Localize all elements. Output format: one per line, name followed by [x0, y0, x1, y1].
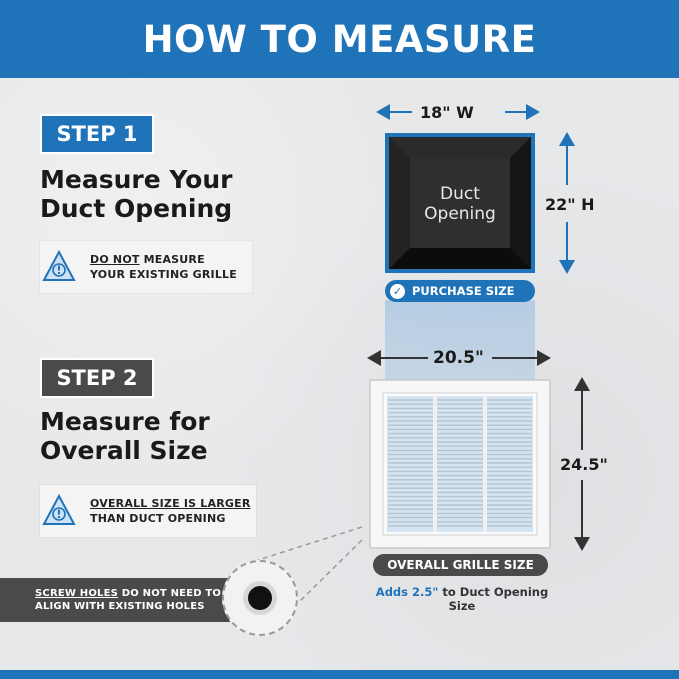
- step-2-title-line1: Measure for: [40, 407, 210, 436]
- note-text: ALIGN WITH EXISTING HOLES: [35, 601, 205, 612]
- grille-height-label: 24.5": [560, 455, 608, 474]
- screw-holes-text: SCREW HOLES: [35, 588, 119, 599]
- screw-leader-line: [298, 540, 362, 603]
- purchase-size-pill: [385, 280, 535, 302]
- duct-opening-text: [410, 184, 510, 224]
- connector-band: [385, 300, 535, 385]
- step-1-note-text: [90, 252, 237, 282]
- duct-text-line1: Duct: [440, 184, 480, 204]
- adds-highlight: Adds 2.5": [375, 585, 439, 599]
- screw-hole-detail: [222, 560, 298, 636]
- adds-rest: to Duct Opening Size: [438, 585, 549, 613]
- duct-width-label: 18" W: [420, 103, 474, 122]
- warning-icon: [42, 494, 76, 528]
- step-2-note: [40, 485, 256, 537]
- step-2-label: STEP 2: [56, 366, 138, 390]
- do-not-text: DO NOT: [90, 253, 140, 266]
- step-1-badge: [40, 114, 154, 154]
- adds-size-note: [362, 585, 562, 613]
- step-2-note-text: [90, 496, 251, 526]
- note-text: THAN DUCT OPENING: [90, 512, 226, 525]
- duct-text-line2: Opening: [424, 204, 496, 224]
- step-1-title-line2: Duct Opening: [40, 194, 233, 223]
- warning-icon: [42, 250, 76, 284]
- screw-holes-label: [0, 578, 250, 622]
- note-text: DO NOT NEED TO: [118, 588, 222, 599]
- step-2-title: [40, 407, 210, 465]
- overall-grille-size-label: OVERALL GRILLE SIZE: [387, 558, 534, 572]
- purchase-size-label: PURCHASE SIZE: [412, 284, 515, 298]
- step-1-note: [40, 241, 252, 293]
- step-1-label: STEP 1: [56, 122, 138, 146]
- page-title: HOW TO MEASURE: [142, 17, 537, 61]
- step-2-title-line2: Overall Size: [40, 436, 208, 465]
- note-text: OVERALL SIZE IS LARGER: [90, 497, 251, 510]
- overall-grille-size-pill: [373, 554, 548, 576]
- grille-width-label: 20.5": [433, 348, 484, 368]
- grille-graphic: [370, 380, 550, 548]
- screw-hole-icon: [248, 586, 272, 610]
- check-circle-icon: ✓: [390, 284, 405, 299]
- step-2-badge: [40, 358, 154, 398]
- note-text: MEASURE: [139, 253, 205, 266]
- step-1-title: [40, 165, 232, 223]
- note-text: YOUR EXISTING GRILLE: [90, 268, 237, 281]
- duct-height-label: 22" H: [545, 195, 595, 214]
- footer-bar: [0, 670, 679, 679]
- step-1-title-line1: Measure Your: [40, 165, 233, 194]
